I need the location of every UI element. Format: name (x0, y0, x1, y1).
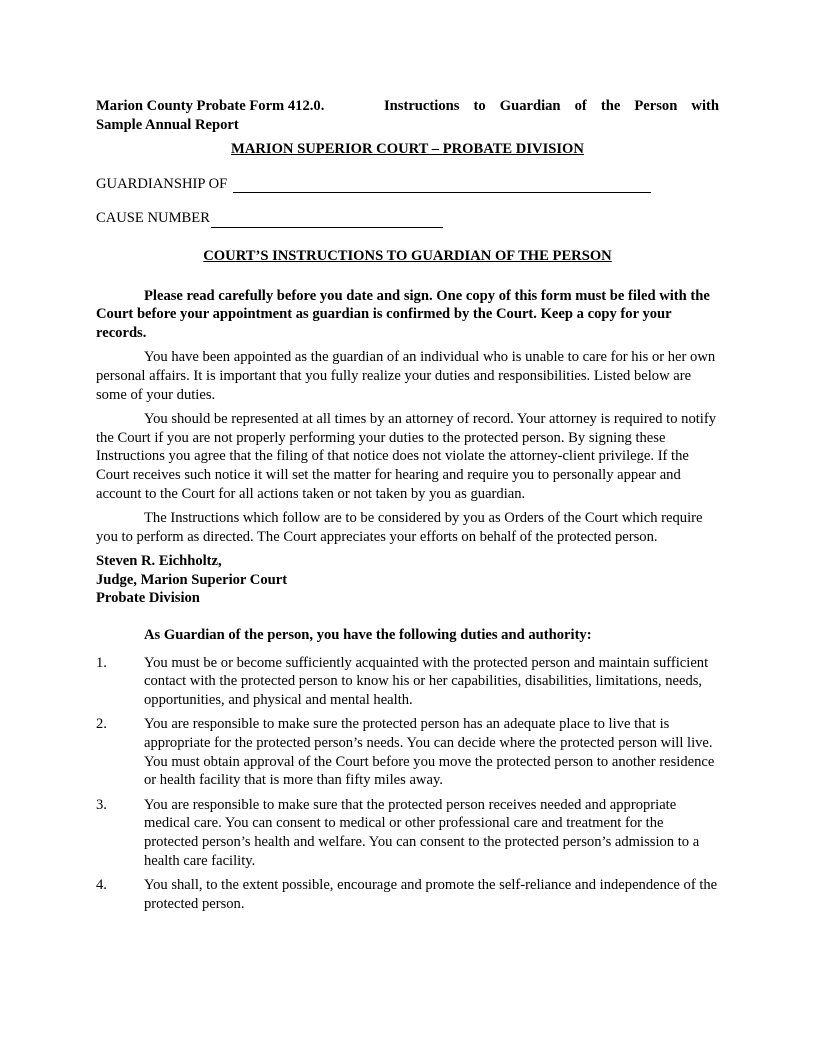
intro-paragraph: You have been appointed as the guardian of an individual who is unable to care for his or her own personal affairs. It is important that you fully realize your duties and responsibilities. Listed below are some of your duties. (96, 349, 716, 403)
duty-number: 3. (96, 796, 107, 813)
judge-title: Judge, Marion Superior Court (96, 571, 288, 588)
judge-signature-block (96, 552, 719, 608)
guardianship-field (96, 175, 719, 194)
duty-item (96, 715, 719, 789)
judge-name: Steven R. Eichholtz, (96, 553, 222, 570)
duty-number: 2. (96, 716, 107, 733)
guardianship-blank[interactable] (233, 178, 651, 193)
duty-text: You shall, to the extent possible, encourage and promote the self-reliance and independence of the protected person. (144, 877, 718, 912)
duty-number: 4. (96, 877, 107, 894)
attorney-paragraph: You should be represented at all times by an attorney of record. Your attorney is required to notify the Court if you are not properly performing your duties to the protected person. By signing these Instructions you agree that the filing of that notice does not violate the attorney-client privilege. If the Court receives such notice it will set the matter for hearing and require you to personally appear and account to the Court for all actions taken or not taken by you as guardian. (96, 411, 717, 502)
duty-item (96, 796, 719, 870)
cause-number-label: CAUSE NUMBER (96, 210, 210, 227)
judge-division: Probate Division (96, 590, 200, 607)
document-body (96, 97, 719, 913)
cause-number-blank[interactable] (211, 213, 443, 228)
duty-text: You are responsible to make sure the protected person has an adequate place to live that is appropriate for the protected person’s needs. You can decide where the protected person will live. You must obtain approval of the Court before you move the protected person to another residence or health facility that is more than fifty miles away. (144, 716, 715, 789)
duty-item (96, 876, 719, 913)
cause-number-field (96, 209, 719, 228)
court-name: MARION SUPERIOR COURT – PROBATE DIVISION (231, 141, 584, 158)
notice-paragraph: Please read carefully before you date and sign. One copy of this form must be filed with the Court before your appointment as guardian is confirmed by the Court. Keep a copy for your records. (96, 287, 710, 341)
orders-paragraph: The Instructions which follow are to be considered by you as Orders of the Court which require you to perform as directed. The Court appreciates your efforts on behalf of the protected person. (96, 510, 703, 545)
form-id: Marion County Probate Form 412.0. (96, 98, 325, 114)
form-title-line1: Instructions to Guardian of the Person with (384, 98, 719, 114)
duty-number: 1. (96, 654, 107, 671)
duty-text: You are responsible to make sure that the protected person receives needed and appropriate medical care. You can consent to medical or other professional care and treatment for the protected person’s health and welfare. You can consent to the protected person’s admission to a health care facility. (144, 796, 700, 869)
duty-item (96, 654, 719, 710)
form-header (96, 97, 719, 134)
form-title-line2: Sample Annual Report (96, 116, 239, 133)
guardianship-label: GUARDIANSHIP OF (96, 175, 228, 192)
duties-intro: As Guardian of the person, you have the following duties and authority: (144, 627, 592, 644)
instructions-title: COURT’S INSTRUCTIONS TO GUARDIAN OF THE PERSON (203, 247, 612, 264)
duty-text: You must be or become sufficiently acquainted with the protected person and maintain sufficient contact with the protected person to know his or her capabilities, disabilities, limitations, needs, opportunities, and physical and mental health. (144, 654, 709, 708)
